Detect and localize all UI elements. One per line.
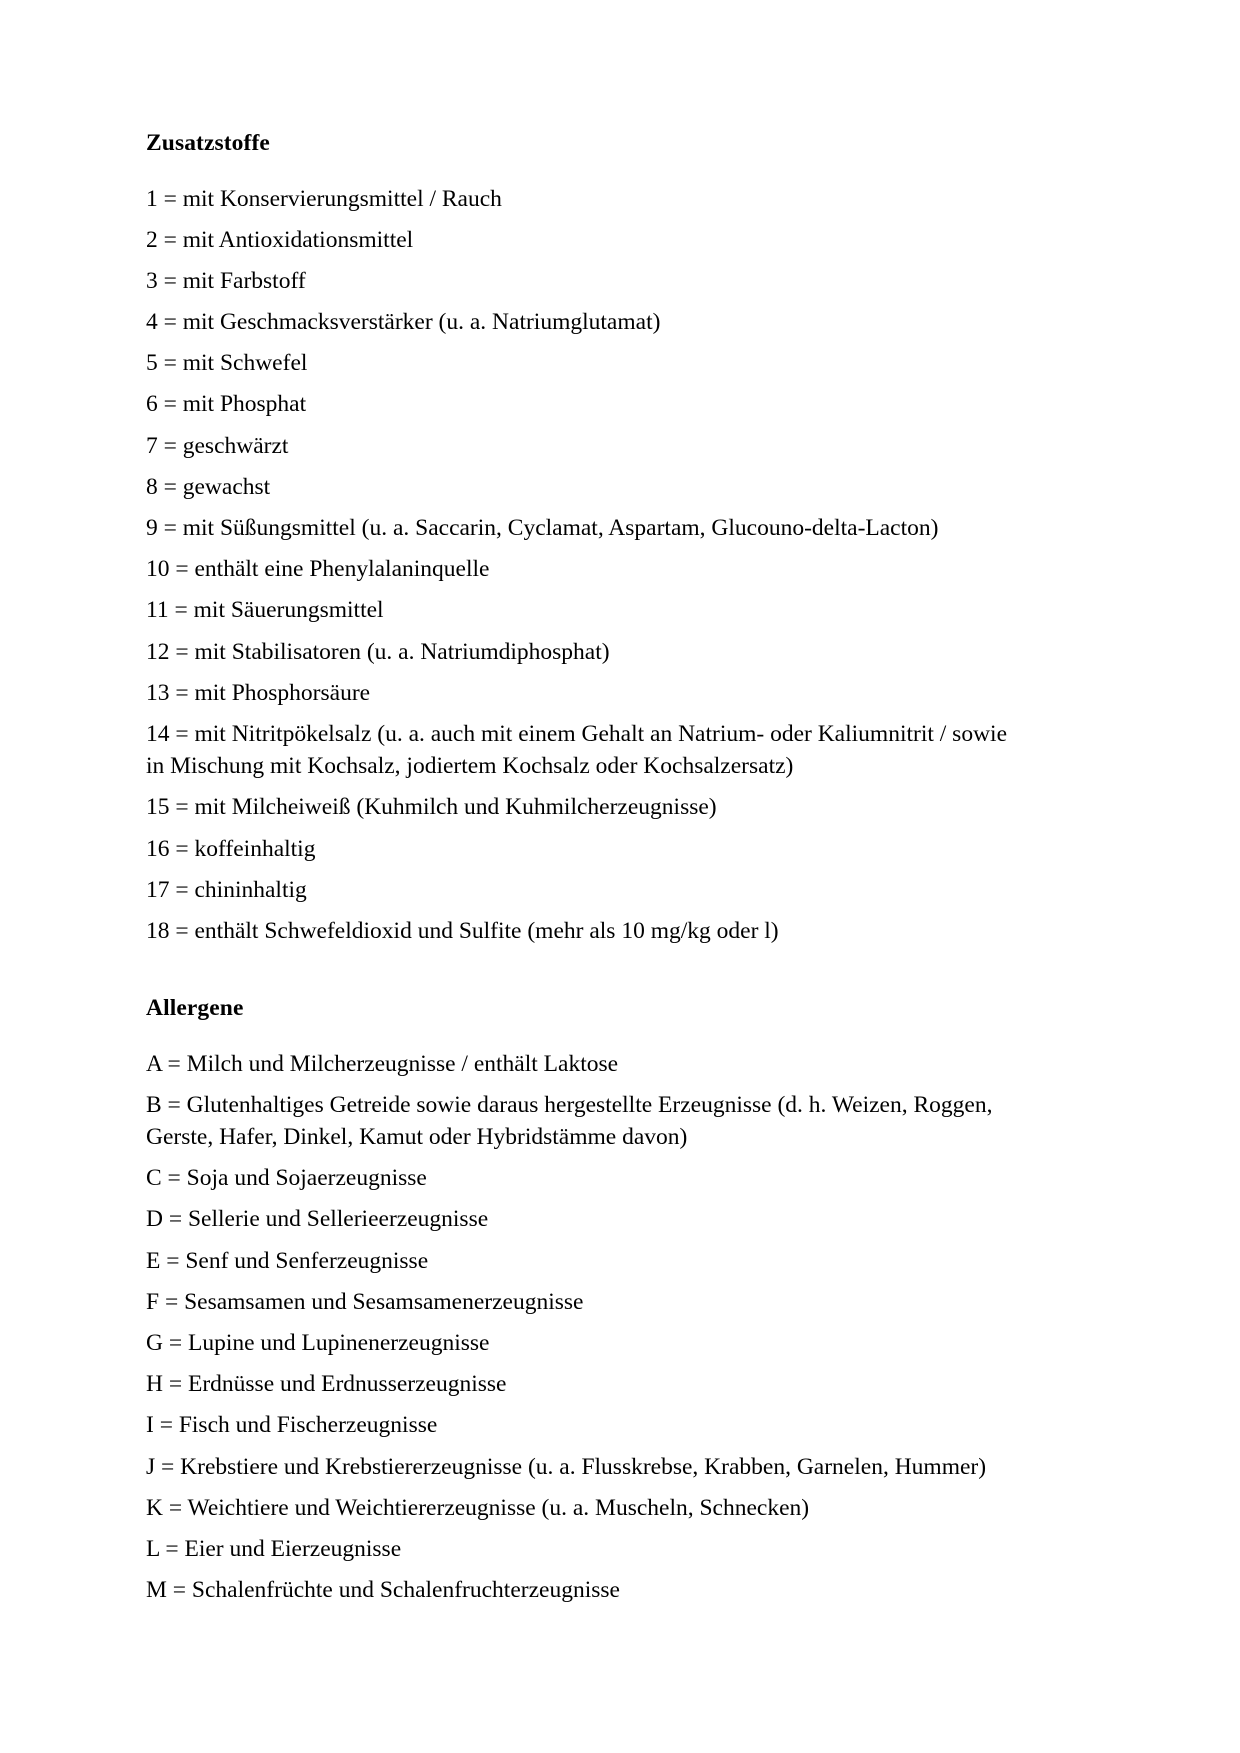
- list-item: I = Fisch und Fischerzeugnisse: [146, 1412, 438, 1439]
- list-item: F = Sesamsamen und Sesamsamenerzeugnisse: [146, 1288, 584, 1315]
- list-item: M = Schalenfrüchte und Schalenfruchterzeugnisse: [146, 1577, 620, 1604]
- list-item: D = Sellerie und Sellerieerzeugnisse: [146, 1206, 489, 1233]
- allergens-list: [146, 1048, 1090, 1607]
- list-item: 15 = mit Milcheiweiß (Kuhmilch und Kuhmilcherzeugnisse): [146, 794, 717, 821]
- list-item: 16 = koffeinhaltig: [146, 835, 316, 862]
- list-item: L = Eier und Eierzeugnisse: [146, 1535, 402, 1562]
- list-item: K = Weichtiere und Weichtiererzeugnisse (u. a. Muscheln, Schnecken): [146, 1494, 810, 1521]
- list-item: 2 = mit Antioxidationsmittel: [146, 226, 414, 253]
- list-item: C = Soja und Sojaerzeugnisse: [146, 1165, 427, 1192]
- list-item: 8 = gewachst: [146, 473, 271, 500]
- list-item: 14 = mit Nitritpökelsalz (u. a. auch mit einem Gehalt an Natrium- oder Kaliumnitrit / sowie in Mischung mit Kochsalz, jodiertem Kochsalz oder Kochsalzersatz): [146, 720, 1007, 780]
- list-item: 18 = enthält Schwefeldioxid und Sulfite (mehr als 10 mg/kg oder l): [146, 917, 779, 944]
- list-item: 9 = mit Süßungsmittel (u. a. Saccarin, Cyclamat, Aspartam, Glucouno-delta-Lacton): [146, 515, 939, 542]
- list-item: J = Krebstiere und Krebstiererzeugnisse (u. a. Flusskrebse, Krabben, Garnelen, Hummer): [146, 1453, 987, 1480]
- list-item: 12 = mit Stabilisatoren (u. a. Natriumdiphosphat): [146, 638, 610, 665]
- section-zusatzstoffe: [146, 128, 1090, 947]
- list-item: A = Milch und Milcherzeugnisse / enthält Laktose: [146, 1050, 619, 1077]
- section-allergene: [146, 993, 1090, 1606]
- list-item: 6 = mit Phosphat: [146, 391, 307, 418]
- list-item: H = Erdnüsse und Erdnusserzeugnisse: [146, 1371, 507, 1398]
- list-item: 10 = enthält eine Phenylalaninquelle: [146, 556, 490, 583]
- section-heading-allergene: Allergene: [146, 995, 244, 1022]
- list-item: 4 = mit Geschmacksverstärker (u. a. Natriumglutamat): [146, 309, 661, 336]
- list-item: E = Senf und Senferzeugnisse: [146, 1247, 429, 1274]
- list-item: 5 = mit Schwefel: [146, 350, 308, 377]
- list-item: G = Lupine und Lupinenerzeugnisse: [146, 1329, 490, 1356]
- list-item: 17 = chininhaltig: [146, 876, 307, 903]
- additives-list: [146, 183, 1090, 948]
- list-item: B = Glutenhaltiges Getreide sowie daraus hergestellte Erzeugnisse (d. h. Weizen, Roggen, Gerste, Hafer, Dinkel, Kamut oder Hybridstämme davon): [146, 1091, 993, 1151]
- list-item: 7 = geschwärzt: [146, 432, 289, 459]
- list-item: 3 = mit Farbstoff: [146, 267, 306, 294]
- list-item: 1 = mit Konservierungsmittel / Rauch: [146, 185, 502, 212]
- section-heading-zusatzstoffe: Zusatzstoffe: [146, 130, 270, 156]
- list-item: 13 = mit Phosphorsäure: [146, 679, 371, 706]
- list-item: 11 = mit Säuerungsmittel: [146, 597, 384, 624]
